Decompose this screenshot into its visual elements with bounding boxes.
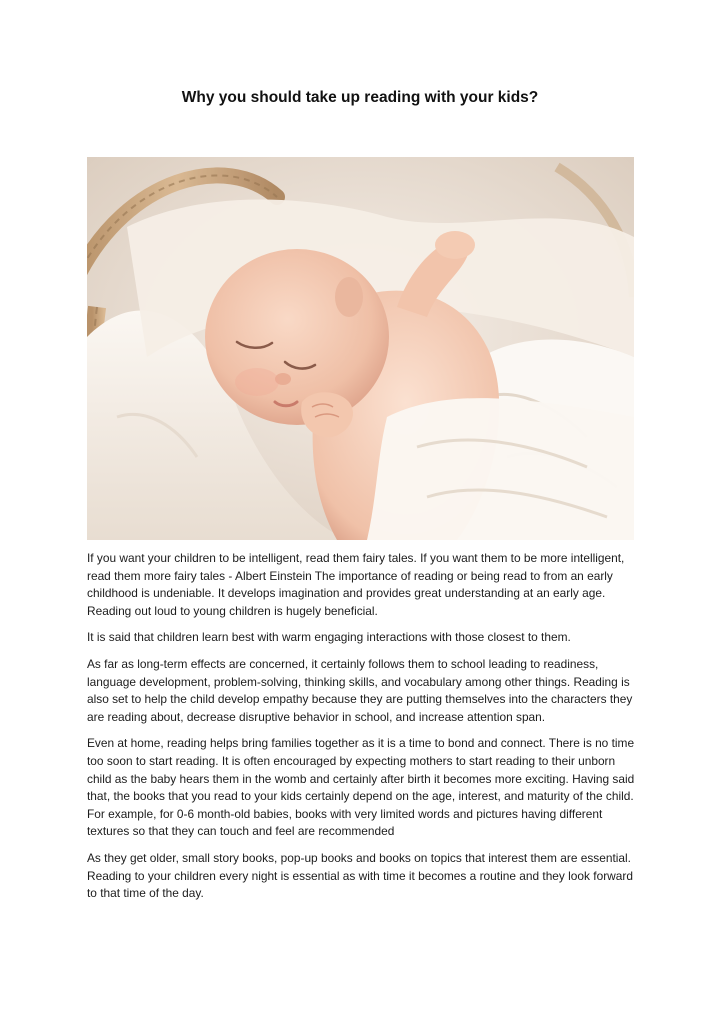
paragraph-long-term-effects: As far as long-term effects are concerned, it certainly follows them to school leading to readiness, language development, problem-solving, thinking skills, and vocabulary among other things. Reading is also set to help the child develop empathy because they are putting themselves into the characters they are reading about, decrease disruptive behavior in school, and increase attention span. (87, 656, 633, 724)
paragraph-at-home: Even at home, reading helps bring families together as it is a time to bond and connect. There is no time too soon to start reading. It is often encouraged by expecting mothers to start reading to their unborn child as the baby hears them in the womb and certainly after birth it becomes more exciting. Having said that, the books that you read to your kids certainly depend on the age, interest, and maturity of the child. For example, for 0-6 month-old babies, books with very limited words and pictures having different textures so that they can touch and feel are recommended (87, 736, 635, 839)
baby-photo (87, 157, 634, 540)
paragraph-intro: If you want your children to be intelligent, read them fairy tales. If you want them to be more intelligent, read them more fairy tales - Albert Einstein The importance of reading or being read to from an early childhood is undeniable. It develops imagination and provides great understanding at an early age. Reading out loud to young children is hugely beneficial. (87, 551, 625, 618)
article-body (87, 550, 639, 912)
baby-illustration (87, 157, 634, 540)
paragraph-learning: It is said that children learn best with warm engaging interactions with those closest to them. (87, 630, 571, 645)
paragraph-older-kids: As they get older, small story books, pop-up books and books on topics that interest them are essential. Reading to your children every night is essential as with time it becomes a routine and they look forward to that time of the day. (87, 850, 633, 901)
page-title: Why you should take up reading with your kids? (181, 89, 539, 106)
